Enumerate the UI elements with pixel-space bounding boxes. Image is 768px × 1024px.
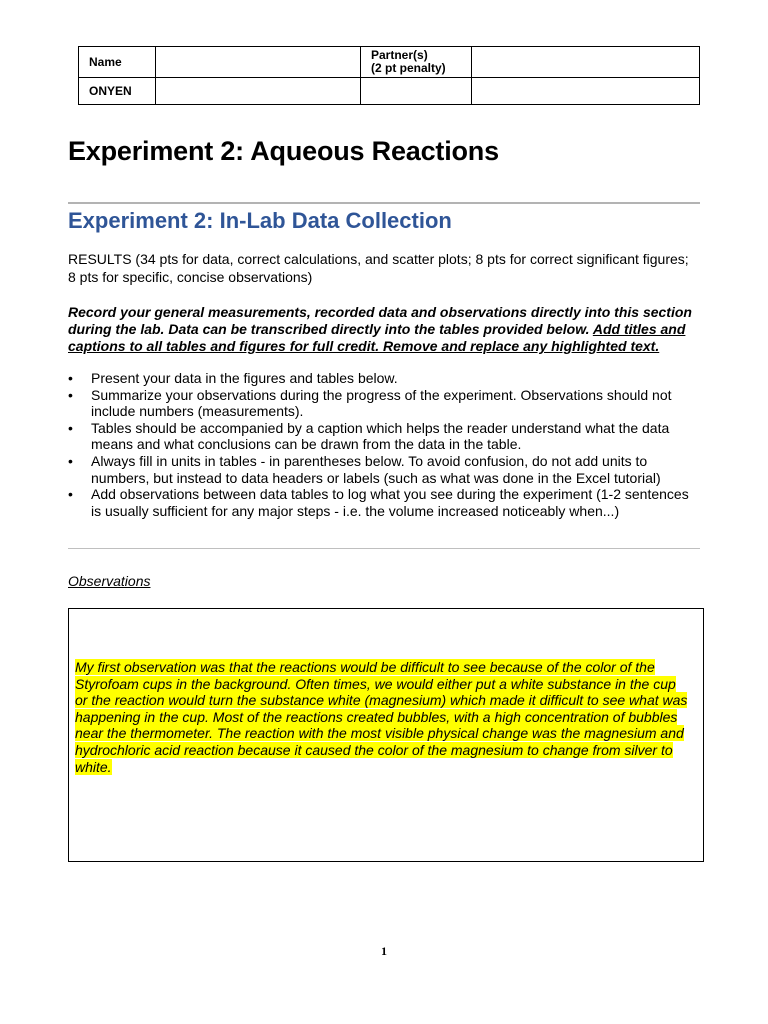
list-item [68,486,700,519]
name-label: Name [79,47,156,78]
partner-penalty-note: (2 pt penalty) [371,61,446,75]
highlighted-observation-text: My first observation was that the reactions would be difficult to see because of the color of the Styrofoam cups in the background. Often times, we would either put a white substance in the cup or the reaction would turn the substance white (magnesium) which made it difficult to see what was happening in the cup. Most of the reactions created bubbles, with a high concentration of bubbles near the thermometer. The reaction with the most visible physical change was the magnesium and hydrochloric acid reaction because it caused the color of the magnesium to change from silver to white. [75,659,688,775]
section-divider [68,548,700,549]
partner-value-cell[interactable] [472,47,700,78]
instructions-part-2: Add titles and captions to all tables and figures for full credit. Remove and replace any highlighted text. [68,321,686,354]
page-number: 1 [381,944,387,958]
list-item-text: Tables should be accompanied by a caption which helps the reader understand what the data means and what conclusions can be drawn from the data in the table. [91,419,670,453]
results-text: RESULTS (34 pts for data, correct calculations, and scatter plots; 8 pts for correct significant figures; 8 pts for specific, concise observations) [68,251,689,285]
bullet-icon: • [68,486,73,503]
list-item-text: Summarize your observations during the progress of the experiment. Observations should not include numbers (measurements). [91,386,672,420]
list-item [68,370,700,387]
observations-box[interactable] [68,608,704,862]
instructions-part-1: Record your general measurements, recorded data and observations directly into this section during the lab. Data can be transcribed directly into the tables provided below. [68,304,692,337]
onyen-label: ONYEN [79,78,156,105]
instructions-list [68,370,700,519]
list-item-text: Add observations between data tables to log what you see during the experiment (1-2 sentences is usually sufficient for any major steps - i.e. the volume increased noticeably when...) [91,486,689,519]
bullet-icon: • [68,419,73,436]
list-item [68,453,700,486]
header-row-2 [79,78,700,105]
bullet-icon: • [68,370,73,386]
bullet-icon: • [68,386,73,403]
header-row-1 [79,47,700,78]
bullet-icon: • [68,452,73,469]
partner-label-cell [361,47,472,78]
empty-cell [361,78,472,105]
list-item [68,420,700,453]
section-heading: Experiment 2: In-Lab Data Collection [68,208,452,233]
observation-paragraph [75,659,691,775]
empty-cell [472,78,700,105]
title-divider [68,202,700,204]
page-title: Experiment 2: Aqueous Reactions [68,136,499,166]
list-item-text: Always fill in units in tables - in parentheses below. To avoid confusion, do not add units to numbers, but instead to data headers or labels (such as what was done in the Excel tutorial) [91,452,661,486]
name-value-cell[interactable] [156,47,361,78]
student-info-table [78,46,700,105]
partner-label: Partner(s) [371,48,428,62]
list-item-text: Present your data in the figures and tables below. [91,370,398,386]
list-item [68,387,700,420]
instructions-text [68,304,700,355]
observations-heading: Observations [68,573,151,589]
onyen-value-cell[interactable] [156,78,361,105]
